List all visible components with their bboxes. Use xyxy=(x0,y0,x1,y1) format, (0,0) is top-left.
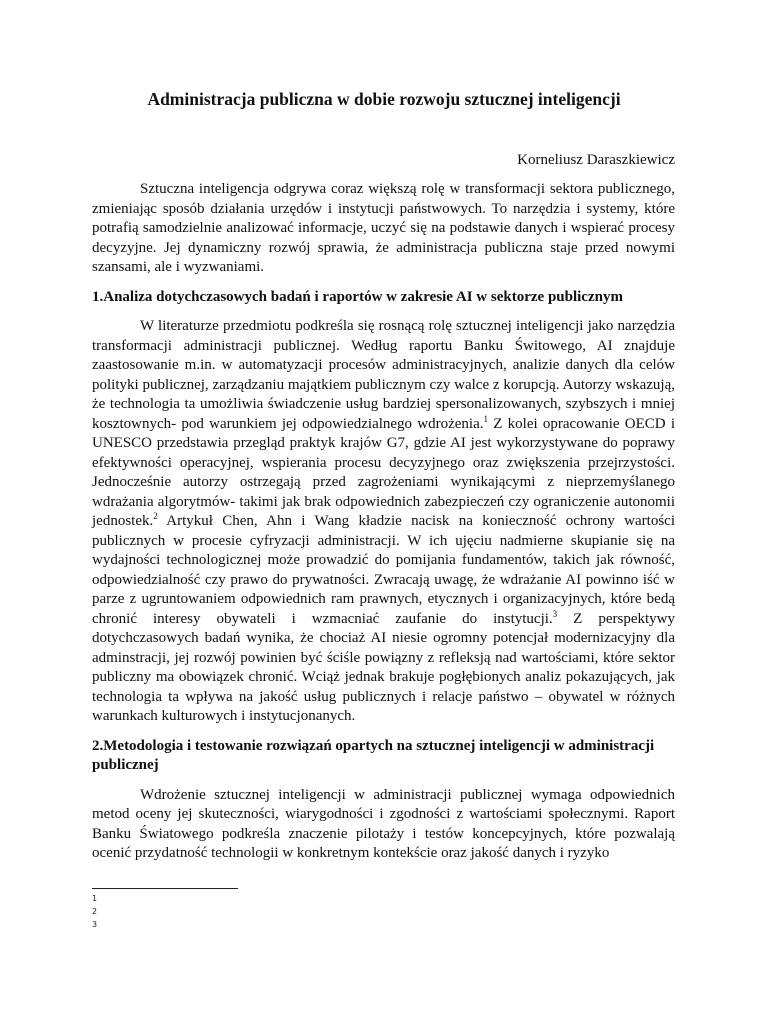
footnote-ref-3[interactable]: 3 xyxy=(552,608,558,619)
section-1-paragraph xyxy=(92,317,675,727)
section-1-text-part-1: W literaturze przedmiotu podkreśla się rosnącą rolę sztucznej inteligencji jako narzędzia transformacji administracji publicznej. Według raportu Banku Świtowego, AI znajduje zaastosowanie m.in. w automatyzacji procesów administracyjnych, analizie danych dla celów polityki publicznej, zarządzaniu majątkiem publicznym czy walce z korupcją. Autorzy wskazują, że technologia ta umożliwia świadczenie usług bardziej spersonalizowanych, szybszych i mniej kosztownych- pod warunkiem jej odpowiedzialnego wdrożenia. xyxy=(92,318,675,432)
intro-paragraph: Sztuczna inteligencja odgrywa coraz większą rolę w transformacji sektora publicznego, zmieniając sposób działania urzędów i instytucji państwowych. To narzędzia i systemy, które potrafią samodzielnie analizować informacje, uczyć się na podstawie danych i wspierać procesy decyzyjne. Jej dynamiczny rozwój sprawia, że administracja publiczna staje przed nowymi szansami, ale i wyzwaniami. xyxy=(92,181,675,275)
footnotes-area xyxy=(92,892,97,931)
footnote-1: 1 xyxy=(92,894,98,903)
section-2-heading: 2.Metodologia i testowanie rozwiązań opartych na sztucznej inteligencji w administracji publicznej xyxy=(92,737,655,773)
section-1-text-part-4: Z perspektywy dotychczasowych badań wynika, że chociaż AI niesie ogromny potencjał modernizacyjny dla adminstracji, jej rozwój powinien być ściśle powiązny z refleksją nad wartościami, które sektor publiczny ma obowiązek chronić. Wciąż jednak brakuje pogłębionych analiz pokazujących, jak technologia ta wpływa na jakość usług publicznych i relacje państwo – obywatel w różnych warunkach kulturowych i instytucjonanych. xyxy=(92,610,675,724)
document-title: Administracja publiczna w dobie rozwoju sztucznej inteligencji xyxy=(147,89,621,109)
section-1-heading: 1.Analiza dotychczasowych badań i raportów w zakresie AI w sektorze publicznym xyxy=(92,288,623,305)
footnote-3: 3 xyxy=(92,920,98,929)
document-body xyxy=(92,180,675,874)
footnote-separator xyxy=(92,888,238,889)
footnote-ref-2[interactable]: 2 xyxy=(153,511,158,521)
section-1-text-part-3: Artykuł Chen, Ahn i Wang kładzie nacisk na konieczność ochrony wartości publicznych w procesie cyfryzacji administracji. W ich ujęciu nadmierne skupianie się na wydajności technologicznej może prowadzić do pomijania fundamentów, takich jak równość, odpowiedzialność czy prawo do prywatności. Zwracają uwagę, że wdrażanie AI powinno iść w parze z ugruntowaniem odpowiednich ram prawnych, etycznych i organizacyjnych, które bedą chronić interesy obywateli i wzmacniać zaufanie do instytucji. xyxy=(92,513,675,627)
section-2-paragraph: Wdrożenie sztucznej inteligencji w administracji publicznej wymaga odpowiednich metod oceny jej skuteczności, wiarygodności i zgodności z wartościami społecznymi. Raport Banku Światowego podkreśla znaczenie pilotaży i testów koncepcyjnych, które pozwalają ocenić przydatność technologii w konkretnym kontekście oraz jakość danych i ryzyko xyxy=(92,786,675,861)
footnote-ref-1[interactable]: 1 xyxy=(483,413,489,424)
section-1-text-part-2: Z kolei opracowanie OECD i UNESCO przedstawia przegląd praktyk krajów G7, gdzie AI jest wykorzystywane do poprawy efektywności operacyjnej, wspierania procesu decyzyjnego oraz zwiększenia przejrzystości. Jednocześnie autorzy ostrzegają przed zagrożeniami wynikającymi z nieprzemyślanego wdrażania algorytmów- takimi jak brak odpowiednich zabezpieczeń czy ograniczenie autonomii jednostek. xyxy=(92,415,676,529)
footnote-2: 2 xyxy=(92,907,98,916)
author-name: Korneliusz Daraszkiewicz xyxy=(517,152,675,168)
